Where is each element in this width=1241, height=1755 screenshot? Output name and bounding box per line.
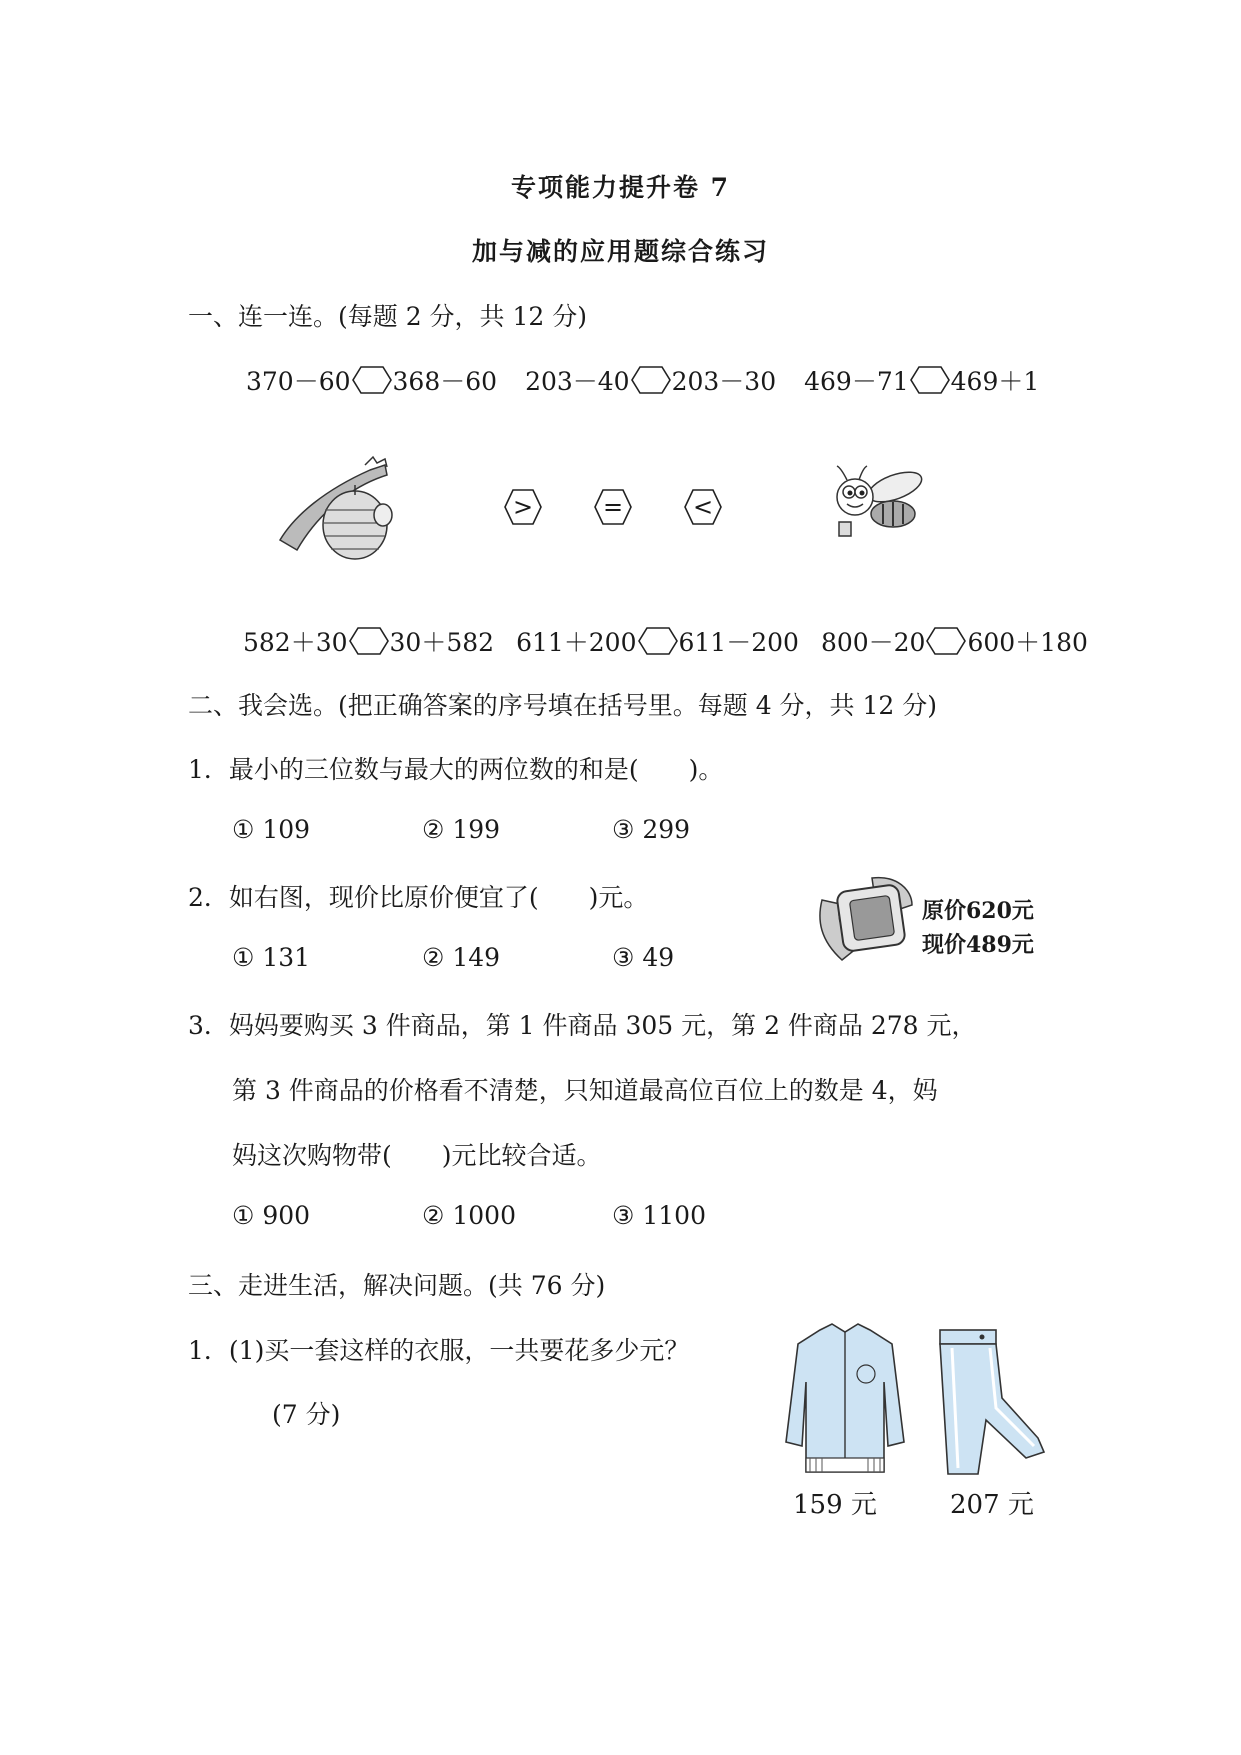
compare-item bbox=[821, 623, 1088, 659]
blank-hexagon-icon[interactable] bbox=[349, 626, 389, 656]
less-than-symbol[interactable] bbox=[683, 488, 723, 526]
compare-row-1 bbox=[246, 362, 1039, 398]
jacket-price: 159 元 bbox=[793, 1490, 877, 1520]
blank-hexagon-icon[interactable] bbox=[638, 626, 678, 656]
options-2-1 bbox=[232, 815, 802, 844]
compare-row-2 bbox=[243, 623, 1088, 659]
blank-hexagon-icon[interactable] bbox=[631, 365, 671, 395]
section3-heading: 三、走进生活，解决问题。(共 76 分) bbox=[188, 1271, 606, 1300]
beehive-icon bbox=[275, 455, 405, 565]
equal-symbol[interactable] bbox=[593, 488, 633, 526]
options-2-3 bbox=[232, 1201, 802, 1230]
expr-right: 469＋1 bbox=[950, 367, 1040, 396]
symbol-label: > bbox=[512, 493, 534, 521]
question-3-1: 1．(1)买一套这样的衣服，一共要花多少元？ bbox=[188, 1336, 690, 1365]
current-price-label: 现价489元 bbox=[922, 932, 1034, 958]
symbol-label: < bbox=[692, 493, 714, 521]
option[interactable]: ① 900 bbox=[232, 1201, 311, 1230]
page-subtitle: 加与减的应用题综合练习 bbox=[471, 237, 769, 266]
smartwatch-icon bbox=[812, 870, 922, 970]
option[interactable]: ① 109 bbox=[232, 815, 311, 844]
option[interactable]: ② 149 bbox=[422, 943, 501, 972]
blank-hexagon-icon[interactable] bbox=[910, 365, 950, 395]
compare-item bbox=[516, 623, 799, 659]
greater-than-symbol[interactable] bbox=[503, 488, 543, 526]
question-2-3-line3: 妈这次购物带( )元比较合适。 bbox=[232, 1141, 602, 1170]
compare-item bbox=[525, 362, 776, 398]
expr-right: 30＋582 bbox=[389, 628, 495, 657]
expr-left: 469－71 bbox=[804, 367, 909, 396]
compare-item bbox=[246, 362, 497, 398]
expr-left: 611＋200 bbox=[516, 628, 637, 657]
bee-icon bbox=[825, 462, 930, 547]
expr-left: 800－20 bbox=[820, 628, 926, 657]
option[interactable]: ③ 299 bbox=[612, 815, 691, 844]
question-2-3-line2: 第 3 件商品的价格看不清楚，只知道最高位百位上的数是 4，妈 bbox=[232, 1076, 938, 1105]
expr-right: 203－30 bbox=[671, 367, 777, 396]
option[interactable]: ② 1000 bbox=[422, 1201, 516, 1230]
pants-price: 207 元 bbox=[950, 1490, 1034, 1520]
option[interactable]: ② 199 bbox=[422, 815, 501, 844]
options-2-2 bbox=[232, 943, 802, 972]
page-title: 专项能力提升卷 7 bbox=[510, 173, 731, 202]
expr-right: 368－60 bbox=[392, 367, 498, 396]
option[interactable]: ③ 1100 bbox=[612, 1201, 706, 1230]
expr-left: 203－40 bbox=[525, 367, 630, 396]
question-2-2: 2．如右图，现价比原价便宜了( )元。 bbox=[188, 883, 649, 912]
blank-hexagon-icon[interactable] bbox=[926, 626, 966, 656]
question-3-1-points: (7 分) bbox=[272, 1400, 341, 1429]
expr-right: 600＋180 bbox=[967, 628, 1088, 657]
section1-heading: 一、连一连。(每题 2 分，共 12 分) bbox=[188, 302, 588, 331]
compare-item bbox=[804, 362, 1039, 398]
jacket-icon bbox=[780, 1322, 910, 1482]
option[interactable]: ① 131 bbox=[232, 943, 311, 972]
original-price-label: 原价620元 bbox=[922, 898, 1034, 924]
symbol-row bbox=[503, 488, 723, 526]
expr-left: 582＋30 bbox=[243, 628, 348, 657]
section2-heading: 二、我会选。(把正确答案的序号填在括号里。每题 4 分，共 12 分) bbox=[188, 691, 938, 720]
blank-hexagon-icon[interactable] bbox=[352, 365, 392, 395]
question-2-1: 1．最小的三位数与最大的两位数的和是( )。 bbox=[188, 755, 724, 784]
pants-icon bbox=[930, 1328, 1050, 1478]
option[interactable]: ③ 49 bbox=[612, 943, 675, 972]
symbol-label: = bbox=[602, 493, 624, 521]
expr-right: 611－200 bbox=[678, 628, 799, 657]
expr-left: 370－60 bbox=[246, 367, 351, 396]
compare-item bbox=[243, 623, 494, 659]
question-2-3-line1: 3．妈妈要购买 3 件商品，第 1 件商品 305 元，第 2 件商品 278 元， bbox=[188, 1011, 977, 1040]
